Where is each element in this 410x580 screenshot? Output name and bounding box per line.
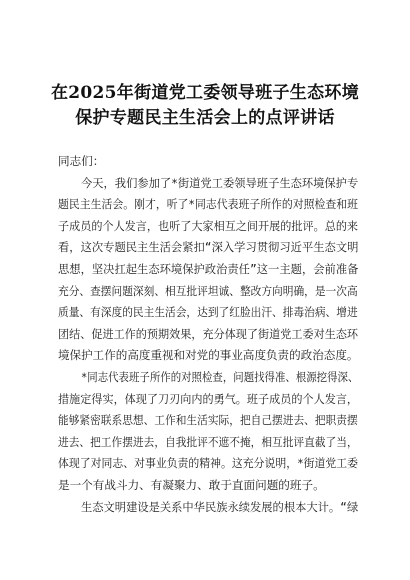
greeting: 同志们： [58,154,105,168]
paragraph-line: 题民主生活会。刚才，听了*同志代表班子所作的对照检查和班 [58,197,359,212]
paragraph-line: 措施定得实，体现了刀刃向内的勇气。班子成员的个人发言， [58,391,359,406]
paragraph-line: 质量、有深度的民主生活会，达到了红脸出汗、排毒治病、增进 [58,305,358,320]
paragraph-line: 能够紧密联系思想、工作和生活实际，把自己摆进去、把职责摆 [58,413,358,428]
paragraph-line: 进去、把工作摆进去，自我批评不遮不掩，相互批评直截了当， [58,434,358,449]
paragraph-line: *同志代表班子所作的对照检查，问题找得准、根源挖得深、 [81,370,359,384]
paragraph-line: 体现了对同志、对事业负责的精神。这充分说明，*街道党工委 [58,456,359,471]
paragraph-line: 子成员的个人发言，也听了大家相互之间开展的批评。总的来 [58,218,359,233]
paragraph-line: 生态文明建设是关系中华民族永续发展的根本大计。“绿 [81,499,359,514]
paragraph-line: 看，这次专题民主生活会紧扣“深入学习贯彻习近平生态文明 [58,240,359,255]
paragraph-line: 今天，我们参加了*街道党工委领导班子生态环境保护专 [81,175,359,190]
paragraph-line: 境保护工作的高度重视和对党的事业高度负责的政治态度。 [58,348,359,363]
document-title-line-1: 在2025年街道党工委领导班子生态环境 [50,83,359,103]
paragraph-line: 充分、查摆问题深刻、相互批评坦诚、整改方向明确，是一次高 [58,283,358,298]
document-title-line-2: 保护专题民主生活会上的点评讲话 [75,108,335,128]
paragraph-line: 是一个有战斗力、有凝聚力、敢于直面问题的班子。 [58,478,325,492]
paragraph-line: 思想，坚决扛起生态环境保护政治责任”这一主题，会前准备 [58,262,359,276]
paragraph-line: 团结、促进工作的预期效果，充分体现了街道党工委对生态环 [58,326,359,341]
